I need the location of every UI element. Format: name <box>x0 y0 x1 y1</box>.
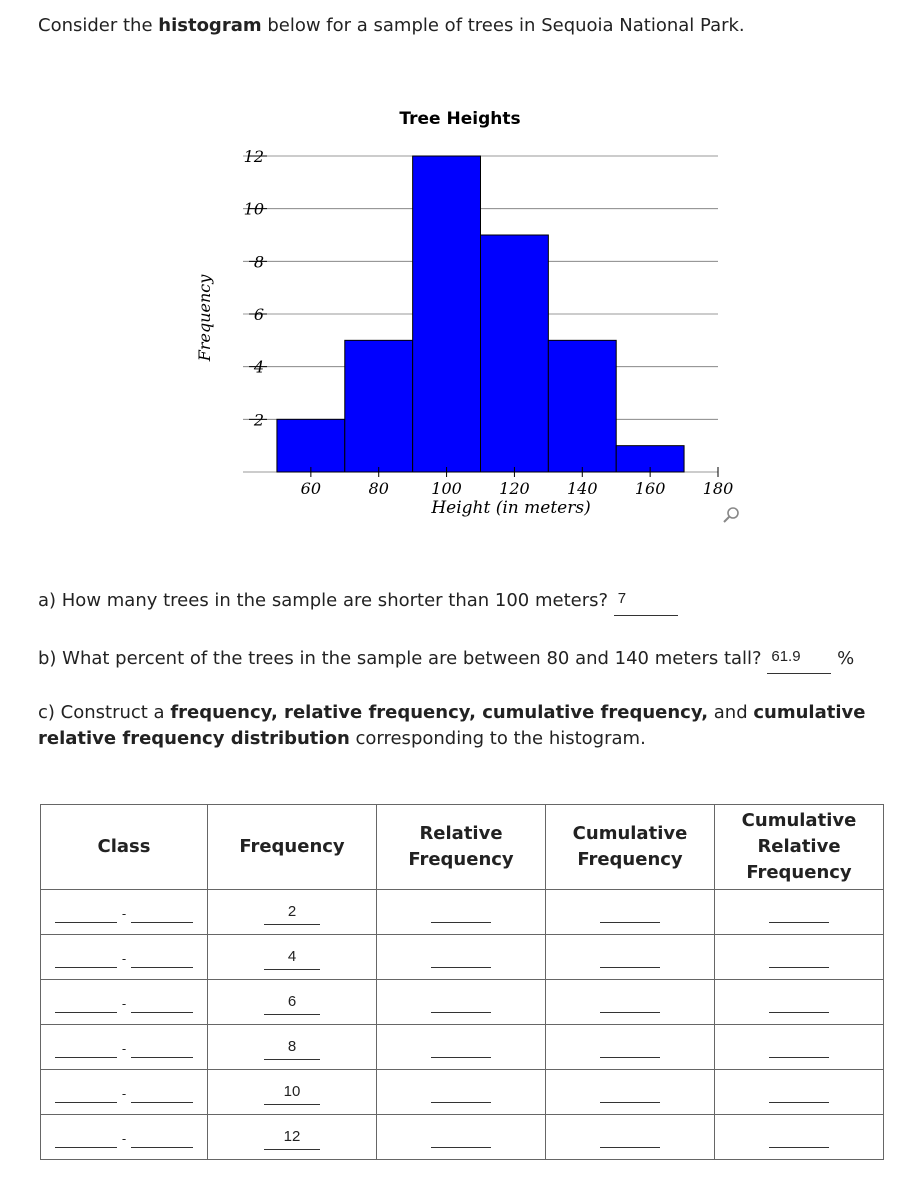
histogram-chart <box>180 100 750 540</box>
header-cumulative-relative-frequency: Cumulative Relative Frequency <box>715 805 884 890</box>
class-lower-input[interactable] <box>55 1043 117 1058</box>
answer-b-field[interactable]: 61.9 <box>767 648 831 674</box>
class-lower-input[interactable] <box>55 1088 117 1103</box>
class-separator: - <box>121 1041 127 1056</box>
cumulative-frequency-input[interactable] <box>600 1133 660 1148</box>
frequency-cell <box>208 935 377 980</box>
header-class: Class <box>41 805 208 890</box>
header-relative-frequency: Relative Frequency <box>377 805 546 890</box>
table-header-row <box>41 805 884 890</box>
table-row <box>41 935 884 980</box>
histogram-svg <box>180 100 750 540</box>
class-separator: - <box>121 906 127 921</box>
y-tick-label: 2 <box>253 410 264 430</box>
class-cell <box>41 890 208 935</box>
cumulative-relative-frequency-cell <box>715 980 884 1025</box>
frequency-input[interactable]: 8 <box>264 1038 320 1060</box>
class-upper-input[interactable] <box>131 1043 193 1058</box>
class-lower-input[interactable] <box>55 1133 117 1148</box>
cumulative-frequency-cell <box>546 1115 715 1160</box>
question-a: a) How many trees in the sample are shorter than 100 meters? 7 <box>38 590 678 616</box>
class-lower-input[interactable] <box>55 908 117 923</box>
class-lower-input[interactable] <box>55 998 117 1013</box>
x-tick-label: 60 <box>300 479 322 498</box>
relative-frequency-cell <box>377 890 546 935</box>
frequency-cell <box>208 1070 377 1115</box>
cumulative-frequency-cell <box>546 1025 715 1070</box>
x-tick-label: 100 <box>431 479 462 498</box>
frequency-input[interactable]: 10 <box>264 1083 320 1105</box>
relative-frequency-input[interactable] <box>431 1133 491 1148</box>
relative-frequency-cell <box>377 1025 546 1070</box>
cumulative-relative-frequency-input[interactable] <box>769 1043 829 1058</box>
x-tick-label: 180 <box>702 479 734 498</box>
frequency-input[interactable]: 4 <box>264 948 320 970</box>
relative-frequency-input[interactable] <box>431 1088 491 1103</box>
cumulative-relative-frequency-cell <box>715 1115 884 1160</box>
table-row <box>41 1115 884 1160</box>
relative-frequency-input[interactable] <box>431 1043 491 1058</box>
x-tick-label: 120 <box>499 479 530 498</box>
relative-frequency-input[interactable] <box>431 908 491 923</box>
chart-title: Tree Heights <box>399 109 521 129</box>
class-upper-input[interactable] <box>131 908 193 923</box>
y-tick-label: 12 <box>243 147 264 166</box>
frequency-input[interactable]: 2 <box>264 903 320 925</box>
cumulative-frequency-cell <box>546 1070 715 1115</box>
header-frequency: Frequency <box>208 805 377 890</box>
histogram-bar <box>277 419 345 472</box>
histogram-bar <box>481 235 549 472</box>
frequency-cell <box>208 890 377 935</box>
cumulative-frequency-cell <box>546 935 715 980</box>
class-separator: - <box>121 996 127 1011</box>
magnifier-icon[interactable] <box>724 508 738 522</box>
relative-frequency-cell <box>377 1115 546 1160</box>
class-lower-input[interactable] <box>55 953 117 968</box>
class-cell <box>41 1070 208 1115</box>
y-tick-label: 6 <box>253 305 264 324</box>
histogram-bar <box>548 340 616 472</box>
y-tick-label: 4 <box>253 357 264 377</box>
cumulative-relative-frequency-input[interactable] <box>769 1088 829 1103</box>
cumulative-relative-frequency-cell <box>715 1025 884 1070</box>
frequency-input[interactable]: 6 <box>264 993 320 1015</box>
class-separator: - <box>121 951 127 966</box>
cumulative-relative-frequency-cell <box>715 1070 884 1115</box>
class-upper-input[interactable] <box>131 1133 193 1148</box>
class-separator: - <box>121 1131 127 1146</box>
question-c: c) Construct a frequency, relative frequency, cumulative frequency, and cumulative relative frequency distribution corresponding to the histogram. <box>38 702 866 749</box>
table-row <box>41 1070 884 1115</box>
class-separator: - <box>121 1086 127 1101</box>
cumulative-relative-frequency-input[interactable] <box>769 998 829 1013</box>
y-axis-label: Frequency <box>195 274 214 362</box>
table-row <box>41 980 884 1025</box>
histogram-bar <box>413 156 481 472</box>
y-tick-label: 10 <box>243 199 264 219</box>
cumulative-frequency-input[interactable] <box>600 908 660 923</box>
cumulative-frequency-input[interactable] <box>600 998 660 1013</box>
class-cell <box>41 1115 208 1160</box>
x-axis-label: Height (in meters) <box>431 498 591 518</box>
cumulative-relative-frequency-input[interactable] <box>769 953 829 968</box>
distribution-table <box>40 804 884 1160</box>
percent-unit: % <box>837 648 855 669</box>
relative-frequency-input[interactable] <box>431 998 491 1013</box>
cumulative-frequency-cell <box>546 890 715 935</box>
class-cell <box>41 1025 208 1070</box>
relative-frequency-cell <box>377 935 546 980</box>
y-tick-label: 8 <box>253 252 264 272</box>
cumulative-relative-frequency-input[interactable] <box>769 908 829 923</box>
x-tick-label: 80 <box>368 479 389 498</box>
relative-frequency-cell <box>377 980 546 1025</box>
question-b: b) What percent of the trees in the sample are between 80 and 140 meters tall? 61.9 % <box>38 648 854 674</box>
class-upper-input[interactable] <box>131 998 193 1013</box>
frequency-input[interactable]: 12 <box>264 1128 320 1150</box>
intro-text: Consider the histogram below for a sample of trees in Sequoia National Park. <box>38 15 745 36</box>
table-row <box>41 890 884 935</box>
frequency-cell <box>208 980 377 1025</box>
histogram-bar <box>345 340 413 472</box>
class-upper-input[interactable] <box>131 1088 193 1103</box>
class-cell <box>41 980 208 1025</box>
header-cumulative-frequency: Cumulative Frequency <box>546 805 715 890</box>
cumulative-frequency-cell <box>546 980 715 1025</box>
relative-frequency-input[interactable] <box>431 953 491 968</box>
answer-a-field[interactable]: 7 <box>614 590 678 616</box>
cumulative-frequency-input[interactable] <box>600 1088 660 1103</box>
x-tick-label: 140 <box>567 479 598 498</box>
x-tick-label: 160 <box>634 479 666 498</box>
cumulative-relative-frequency-input[interactable] <box>769 1133 829 1148</box>
cumulative-relative-frequency-cell <box>715 890 884 935</box>
table-row <box>41 1025 884 1070</box>
class-cell <box>41 935 208 980</box>
cumulative-frequency-input[interactable] <box>600 953 660 968</box>
relative-frequency-cell <box>377 1070 546 1115</box>
frequency-cell <box>208 1115 377 1160</box>
cumulative-frequency-input[interactable] <box>600 1043 660 1058</box>
frequency-cell <box>208 1025 377 1070</box>
cumulative-relative-frequency-cell <box>715 935 884 980</box>
class-upper-input[interactable] <box>131 953 193 968</box>
